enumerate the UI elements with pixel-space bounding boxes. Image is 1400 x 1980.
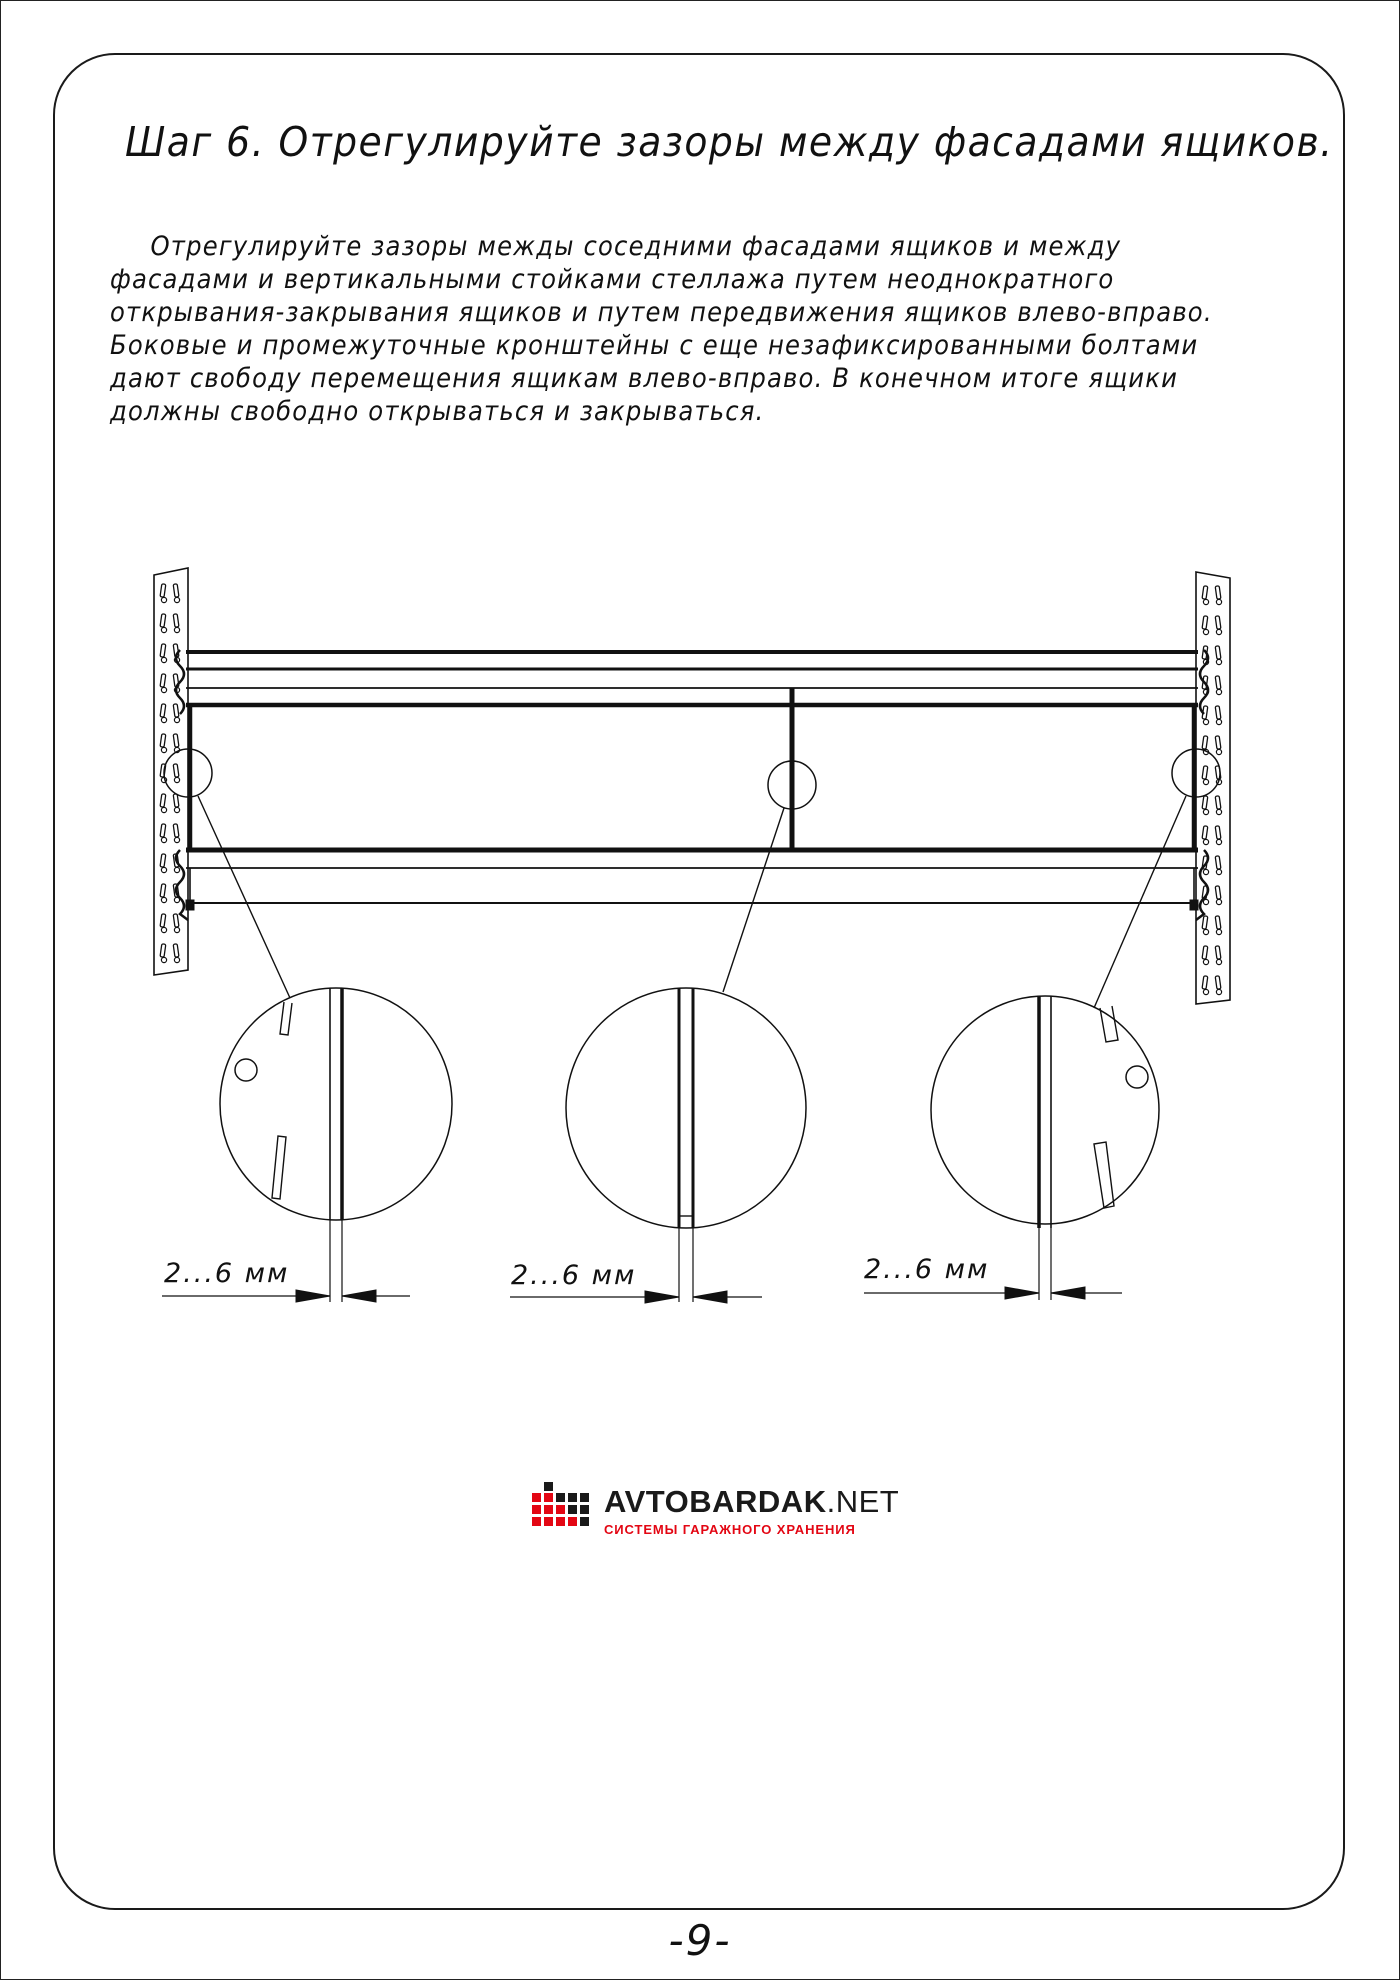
step-title: Шаг 6. Отрегулируйте зазоры между фасадами ящиков. xyxy=(125,118,1334,166)
logo-tagline: СИСТЕМЫ ГАРАЖНОГО ХРАНЕНИЯ xyxy=(604,1522,856,1537)
brand-logo xyxy=(528,1482,900,1542)
dimension-line-center xyxy=(510,1291,762,1303)
instructions-line: Боковые и промежуточные кронштейны с еще незафиксированными болтами xyxy=(110,330,1199,361)
page-number: -9- xyxy=(668,1916,732,1965)
right-upright-post xyxy=(1196,572,1230,1004)
gap-dimension-label-right: 2...6 мм xyxy=(864,1254,990,1285)
detail-view-center xyxy=(566,988,806,1302)
logo-pixel-mark xyxy=(528,1482,590,1542)
dimension-line-right xyxy=(864,1287,1122,1299)
instructions-line: фасадами и вертикальными стойками стеллажа путем неоднократного xyxy=(110,264,1115,295)
left-upright-post xyxy=(154,568,188,975)
instructions-line: открывания-закрывания ящиков и путем передвижения ящиков влево-вправо. xyxy=(110,297,1213,328)
gap-dimension-label-center: 2...6 мм xyxy=(511,1260,637,1291)
logo-wordmark xyxy=(604,1484,899,1520)
detail-marker-circles xyxy=(164,749,1220,809)
instructions-line: Отрегулируйте зазоры межды соседними фасадами ящиков и между xyxy=(150,231,1122,262)
shelf-drawer-assembly xyxy=(176,650,1208,920)
detail-view-left xyxy=(220,988,452,1302)
logo-tld: .NET xyxy=(826,1484,900,1519)
gap-dimension-label-left: 2...6 мм xyxy=(164,1258,290,1289)
logo-brand: AVTOBARDAK xyxy=(604,1484,827,1519)
dimension-line-left xyxy=(162,1290,410,1302)
instructions-line: должны свободно открываться и закрываться. xyxy=(110,396,765,427)
instructions-line: дают свободу перемещения ящикам влево-вправо. В конечном итоге ящики xyxy=(110,363,1179,394)
